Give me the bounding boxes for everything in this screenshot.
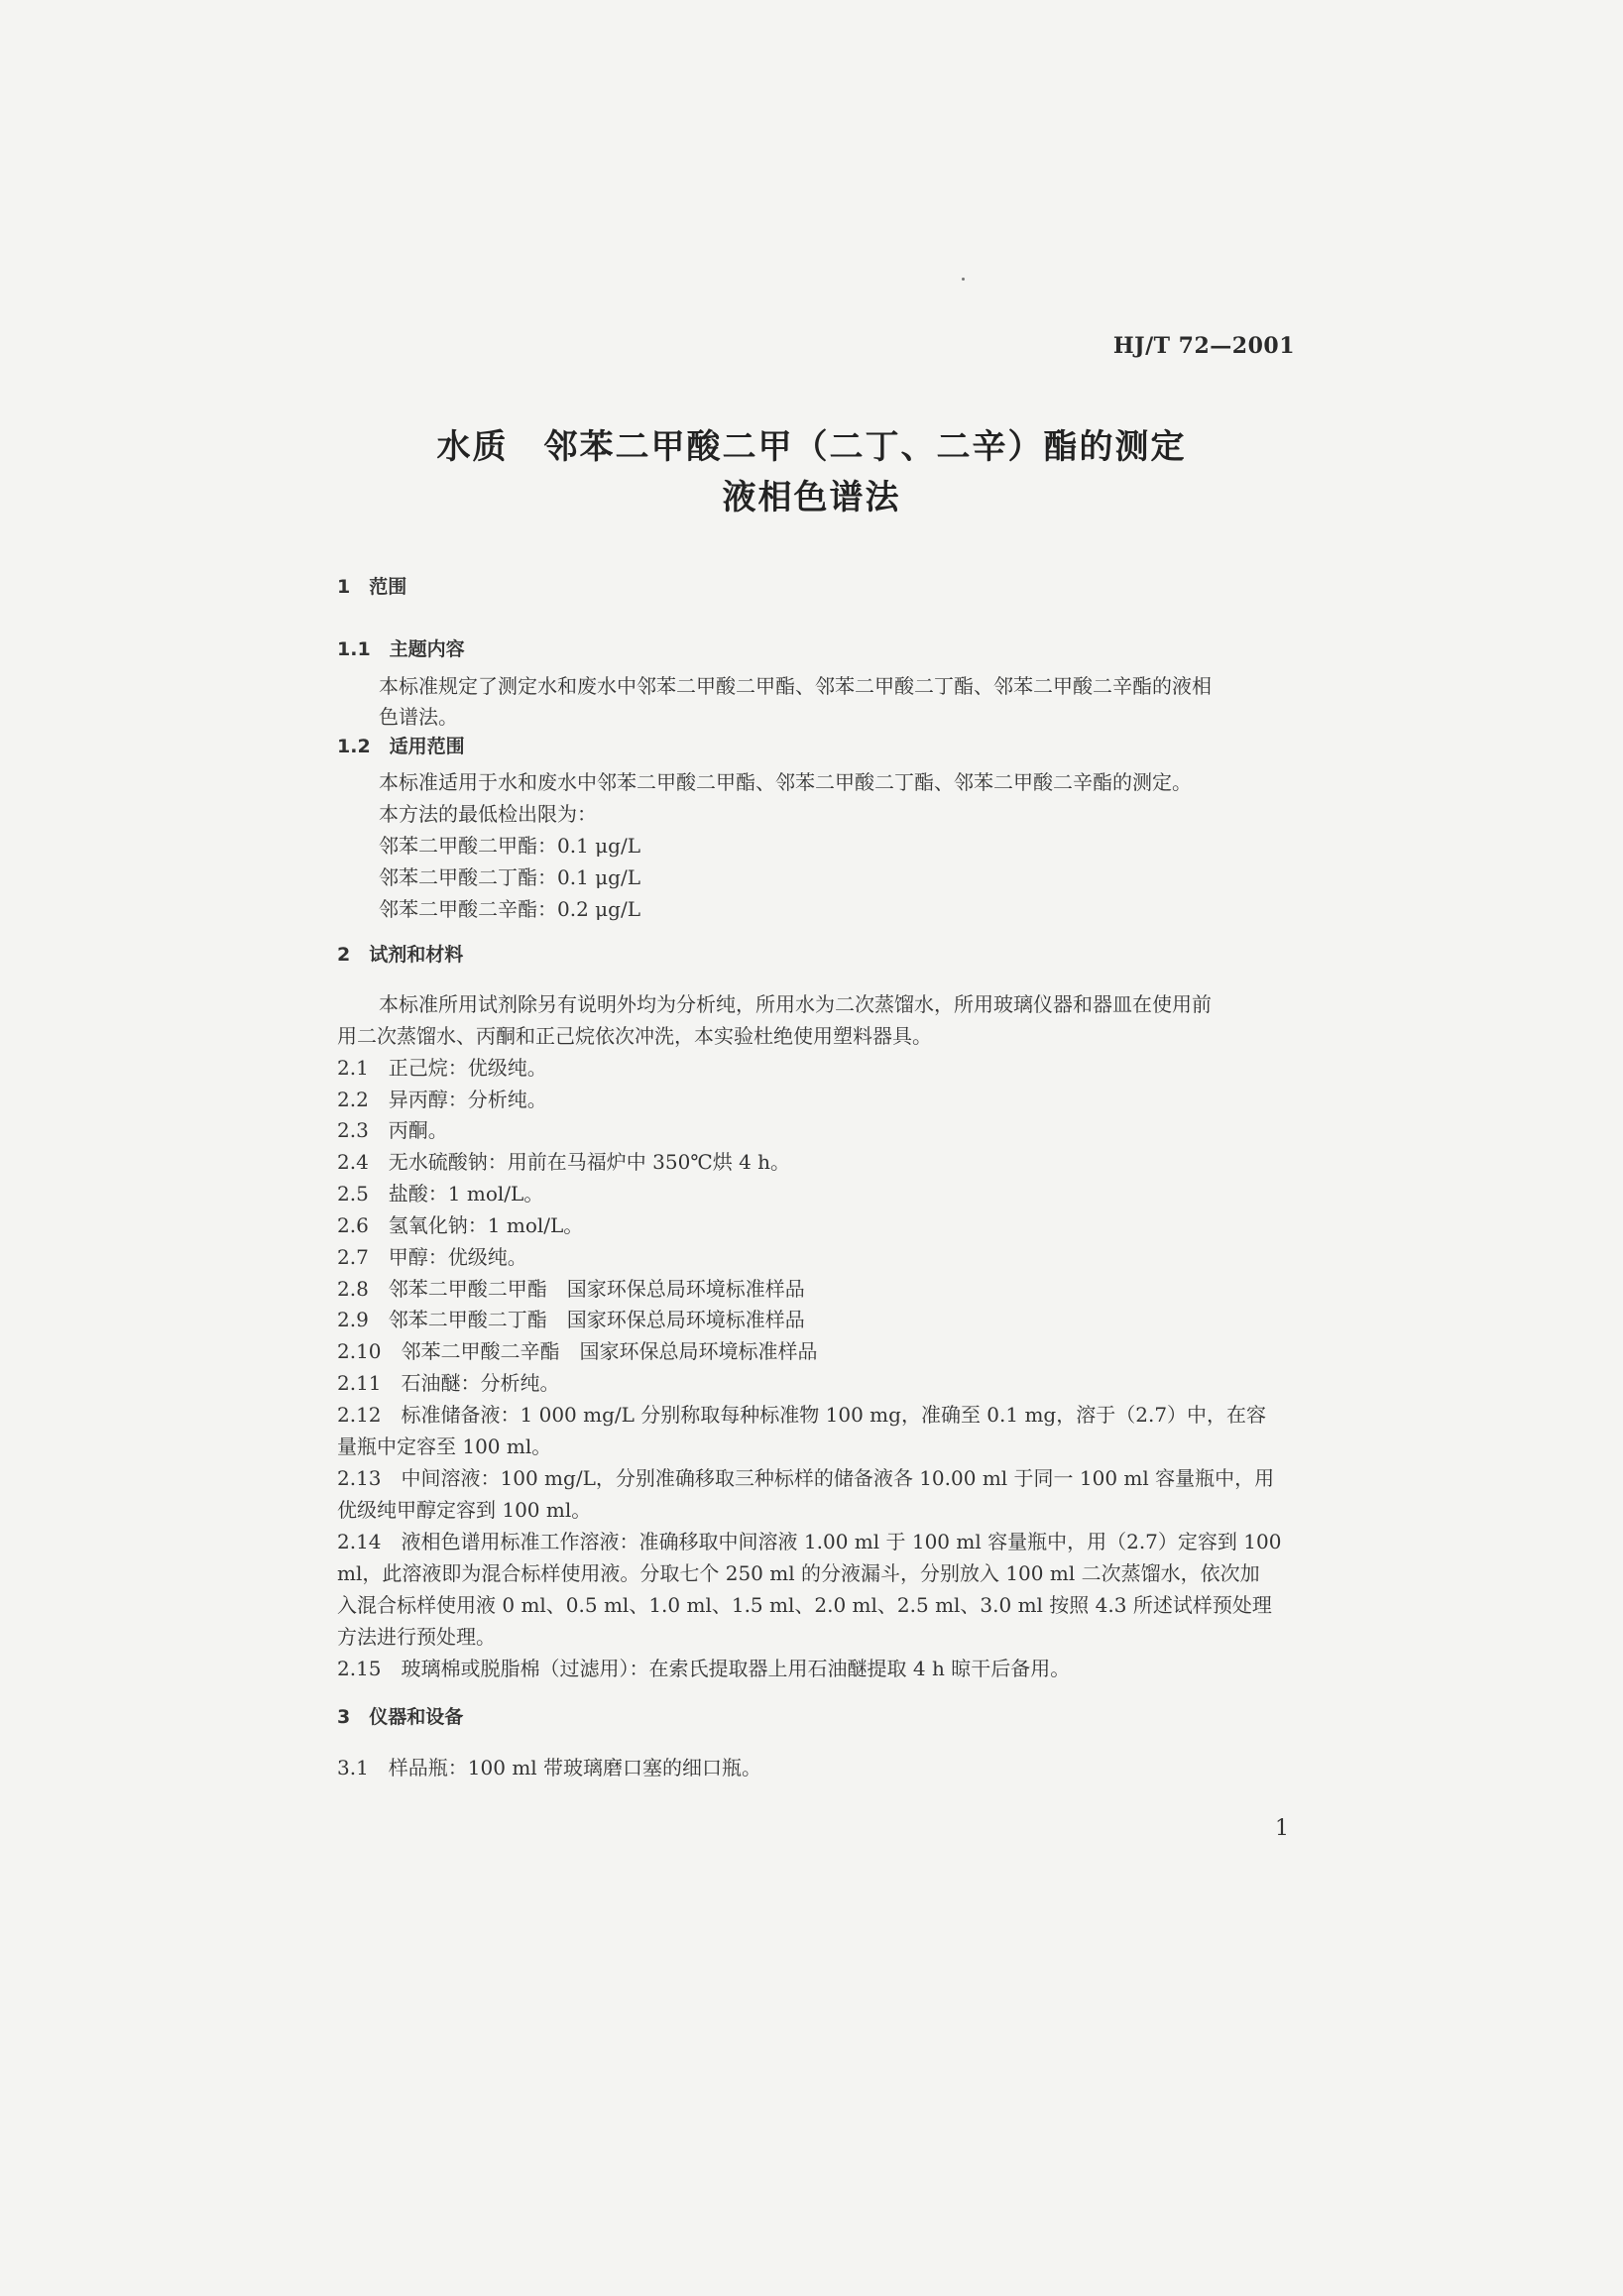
section-heading: 1.2 适用范围 <box>337 736 465 757</box>
text-line: ml，此溶液即为混合标样使用液。分取七个 250 ml 的分液漏斗，分别放入 100 ml 二次蒸馏水，依次加 <box>337 1561 1260 1585</box>
standard-number: HJ/T 72—2001 <box>1112 333 1295 359</box>
section-heading: 1.1 主题内容 <box>337 638 465 660</box>
section-heading: 1 范围 <box>337 576 407 598</box>
text-line: 本标准规定了测定水和废水中邻苯二甲酸二甲酯、邻苯二甲酸二丁酯、邻苯二甲酸二辛酯的液相 <box>379 674 1212 698</box>
text-line: 2.4 无水硫酸钠：用前在马福炉中 350℃烘 4 h。 <box>337 1150 791 1174</box>
text-line: 3.1 样品瓶：100 ml 带玻璃磨口塞的细口瓶。 <box>337 1756 762 1779</box>
section-heading: 3 仪器和设备 <box>337 1706 464 1728</box>
text-line: 方法进行预处理。 <box>337 1625 496 1649</box>
text-line: 本标准适用于水和废水中邻苯二甲酸二甲酯、邻苯二甲酸二丁酯、邻苯二甲酸二辛酯的测定。 <box>379 770 1192 794</box>
text-line: 2.11 石油醚：分析纯。 <box>337 1371 560 1395</box>
text-line: 2.12 标准储备液：1 000 mg/L 分别称取每种标准物 100 mg，准确至 0.1 mg，溶于（2.7）中，在容 <box>337 1403 1267 1427</box>
text-line: 2.5 盐酸：1 mol/L。 <box>337 1182 544 1205</box>
text-line: 优级纯甲醇定容到 100 ml。 <box>337 1498 592 1522</box>
text-line: 2.3 丙酮。 <box>337 1118 448 1142</box>
text-line: 2.7 甲醇：优级纯。 <box>337 1245 527 1269</box>
text-line: 2.2 异丙醇：分析纯。 <box>337 1088 547 1111</box>
section-heading: 2 试剂和材料 <box>337 944 464 966</box>
text-line: 入混合标样使用液 0 ml、0.5 ml、1.0 ml、1.5 ml、2.0 ml、2.5 ml、3.0 ml 按照 4.3 所述试样预处理 <box>337 1593 1272 1617</box>
text-line: 2.14 液相色谱用标准工作溶液：准确移取中间溶液 1.00 ml 于 100 ml 容量瓶中，用（2.7）定容到 100 <box>337 1530 1282 1553</box>
text-line: 色谱法。 <box>379 705 458 729</box>
text-line: 2.8 邻苯二甲酸二甲酯 国家环保总局环境标准样品 <box>337 1277 805 1301</box>
text-line: 邻苯二甲酸二甲酯：0.1 μg/L <box>379 834 640 858</box>
text-line: 2.1 正己烷：优级纯。 <box>337 1056 547 1080</box>
document-subtitle: 液相色谱法 <box>722 478 901 517</box>
text-line: 用二次蒸馏水、丙酮和正己烷依次冲洗，本实验杜绝使用塑料器具。 <box>337 1024 932 1048</box>
scan-speck <box>962 278 965 281</box>
text-line: 2.6 氢氧化钠：1 mol/L。 <box>337 1213 584 1237</box>
page-number: 1 <box>1275 1816 1289 1841</box>
text-line: 2.10 邻苯二甲酸二辛酯 国家环保总局环境标准样品 <box>337 1339 818 1363</box>
text-line: 本方法的最低检出限为： <box>379 802 597 826</box>
text-line: 本标准所用试剂除另有说明外均为分析纯，所用水为二次蒸馏水，所用玻璃仪器和器皿在使用前 <box>379 992 1212 1016</box>
text-line: 量瓶中定容至 100 ml。 <box>337 1435 552 1458</box>
text-line: 2.9 邻苯二甲酸二丁酯 国家环保总局环境标准样品 <box>337 1308 805 1331</box>
text-line: 邻苯二甲酸二丁酯：0.1 μg/L <box>379 865 640 889</box>
text-line: 2.13 中间溶液：100 mg/L，分别准确移取三种标样的储备液各 10.00 ml 于同一 100 ml 容量瓶中，用 <box>337 1466 1275 1490</box>
text-line: 邻苯二甲酸二辛酯：0.2 μg/L <box>379 897 640 921</box>
document-title: 水质 邻苯二甲酸二甲（二丁、二辛）酯的测定 <box>436 427 1187 467</box>
text-line: 2.15 玻璃棉或脱脂棉（过滤用）：在索氏提取器上用石油醚提取 4 h 晾干后备用。 <box>337 1657 1071 1680</box>
